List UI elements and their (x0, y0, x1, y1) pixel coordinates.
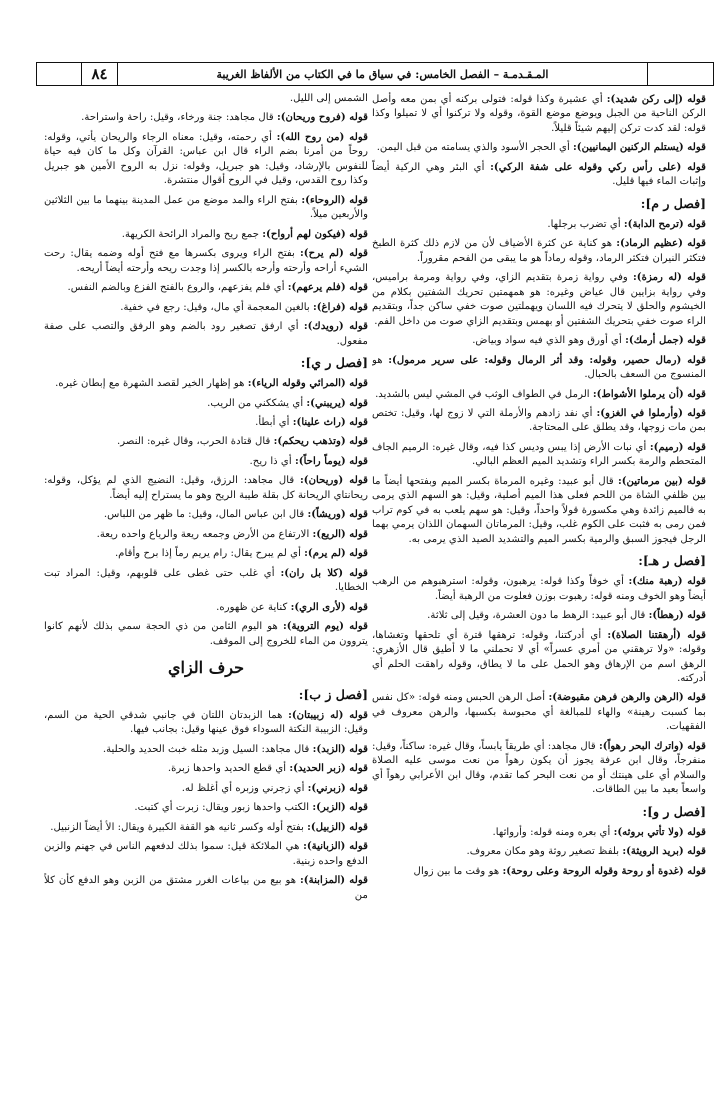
entry-text: أي ذا ريح. (249, 455, 295, 467)
entry-headword: قوله (له زبيبتان): (288, 708, 368, 721)
entry-text: وفي رواية زمرة بتقديم الزاي، وفي رواية ومرمة براميس، وفي رواية بزايين قال عياض وغيره: هو همهمتين تحريك الشفتين بكلام من الخيشوم والحلق لا يتحرك فيه اللسان ويهملتين صوت خفي ساكن جداً، وبتقديم الراء صوت خفي بتحريك الشفتين أو بهمس وبتقديم الزاي صوت من داخل الفم. (372, 272, 706, 327)
entry-headword: قوله (رويدك): (303, 320, 368, 333)
right-text-column (372, 92, 706, 1104)
entry-headword: قوله (الزبر): (312, 801, 368, 814)
entry-paragraph (44, 130, 368, 189)
page-number: ٨٤ (81, 63, 117, 85)
entry-headword: قوله (الرهن والرهن فرهن مقبوضة): (548, 691, 706, 704)
entry-headword: قوله (الزبيل): (307, 820, 368, 833)
entry-headword: قوله (فراغ): (312, 300, 368, 313)
entry-paragraph (372, 608, 706, 623)
entry-text: كناية عن ظهوره. (216, 601, 291, 613)
entry-headword: قوله (أرهقتنا الصلاة): (607, 628, 706, 641)
running-title: المـقـدمـة – الفصل الخامس: في سياق ما في الكتاب من الألفاظ الغريبة (117, 63, 647, 85)
entry-text: أي أورق وهو الذي فيه سواد وبياض. (472, 335, 626, 347)
entry-headword: قوله (له رمزة): (633, 271, 706, 284)
entry-headword: قوله (فيكون لهم أرواح): (262, 227, 368, 240)
entry-paragraph (372, 160, 706, 190)
entry-headword: قوله (عظيم الرماد): (616, 237, 706, 250)
entry-text: أي خوفاً وكذا قوله: يرهبون، وقوله: استرهبوهم من الرهب أيضاً وهو الخوف ومنه قوله: رهبوت بوزن فعلوت من الرهبة أيضاً. (372, 576, 706, 602)
entry-text: أصل الرهن الحبس ومنه قوله: «كل نفس بما كسبت رهينة» والهاء للمبالغة أي محبوسة بكسبها، والرهن معروف في الفقهيات. (372, 692, 706, 733)
entry-paragraph (44, 415, 368, 430)
entry-paragraph (372, 140, 706, 155)
section-heading: [فصل ز ب]: (298, 687, 368, 702)
section-heading: [فصل ر ي]: (300, 355, 368, 371)
entry-text: هو وقت ما بين زوال (413, 865, 503, 877)
entry-text: أي غلب حتى غطى على قلوبهم، وقيل: المراد تبت الخطايا. (44, 567, 368, 594)
entry-headword: قوله (وريشاً): (307, 508, 368, 521)
entry-text: بفتح الراء ويروى بكسرها مع فتح أوله وضمه يقال: رحت الشيء أراحه وأرحته وأرحه بالكسر إذا وجدت ريحه وأرحته أيضاً أريحه. (44, 248, 368, 274)
entry-paragraph (372, 739, 706, 798)
entry-text: قال مجاهد: السيل وزبد مثله خبث الحديد والحلية. (102, 743, 313, 755)
entry-paragraph (44, 473, 368, 503)
header-empty-cell (647, 63, 713, 85)
entry-text: هما الزبدتان اللتان في جانبي شدقي الحية من السم، وقيل: الزبيبة النكتة السوداء فوق عينها وقيل: بجانب فيها. (44, 709, 368, 736)
entry-paragraph (44, 566, 368, 596)
entry-text: أي نفد زادهم والأرملة التي لا زوج لها، وقيل: تختص بمن مات زوجها، وقد يطلق على المحتاجة. (372, 407, 706, 434)
entry-text: الشمس إلى الليل. (289, 93, 368, 104)
entry-paragraph (44, 319, 368, 349)
entry-headword: قوله (غدوة أو روحة وقوله الروحة وعلى روحة): (502, 864, 706, 877)
entry-headword: قوله (فروح وريحان): (276, 111, 368, 124)
entry-paragraph (44, 708, 368, 738)
entry-headword: قوله (رمال حصير، وقوله: وقد أثر الرمال وقوله: على سرير مرمول): (388, 353, 706, 366)
entry-paragraph (44, 781, 368, 796)
entry-headword: قوله (المرائي وقوله الرياء): (247, 377, 368, 390)
section-heading: [فصل ر م]: (640, 195, 706, 211)
entry-headword: قوله (يوم التروية): (282, 620, 368, 633)
entry-headword: قوله (رهطاً): (648, 609, 706, 622)
entry-headword: قوله (جمل أرمك): (625, 334, 706, 347)
entry-paragraph (372, 333, 706, 348)
entry-text: قال أبو عبيد: وغيره المرماة بكسر الميم وبفتحها أيضاً ما بين ظلفي الشاة من اللحم فعلى هذا الميم أصلية، وقيل: هو السهم الذي يرمى به فالميم زائدة وهي مكسورة قولاً واحداً، وقيل: هو سهم يلعب به في كوم تراب فمن رمى به فثبت على الكوم غلب، وقيل: المرماتان السهمان اللذان يرمي بهما الرجل فيجوز السبق والرمية بكسر الميم والتشديد الصيد الذي يرمى به. (372, 475, 706, 545)
entry-paragraph (372, 387, 706, 402)
entry-paragraph (44, 742, 368, 757)
entry-paragraph (44, 193, 368, 223)
entry-paragraph (44, 507, 368, 522)
entry-paragraph (44, 820, 368, 835)
entry-paragraph (44, 546, 368, 561)
entry-headword: قوله (لم يرم): (304, 547, 368, 560)
entry-text: هو كناية عن كثرة الأضياف لأن من لازم ذلك كثرة الطبخ فتكثر النيران فتكثر الرماد، وقوله رماداً هو ما يبقى من الفحم مقروراً. (372, 238, 706, 264)
entry-headword: قوله (رميم): (649, 440, 706, 453)
entry-headword: قوله (الروحاء): (301, 193, 368, 206)
entry-headword: قوله (أن يرملوا الأشواط): (592, 387, 706, 400)
entry-headword: قوله (لم يرح): (300, 247, 368, 260)
entry-text: جمع ريح والمراد الرائحة الكريهة. (121, 228, 263, 240)
entry-headword: قوله (على رأس ركي وقوله على شفة الركي): (490, 160, 706, 173)
entry-text: أي لم يبرح يقال: رام يريم رماً إذا برح وأقام. (114, 548, 305, 560)
entry-headword: قوله (لأرى الري): (290, 600, 368, 613)
entry-paragraph (372, 574, 706, 604)
entry-headword: قوله (يستلم الركنين اليمانيين): (573, 141, 706, 154)
entry-headword: قوله (زبرني): (307, 781, 368, 794)
section-heading: [فصل ر و]: (642, 803, 706, 819)
entry-headword: قوله (الزبانية): (303, 840, 368, 853)
entry-paragraph (372, 440, 706, 470)
entry-paragraph (44, 454, 368, 469)
entry-paragraph (372, 406, 706, 436)
entry-text: الكتب واحدها زبور ويقال: زبرت أي كتبت. (134, 802, 313, 814)
entry-paragraph (372, 270, 706, 329)
entry-text: قال أبو عبيد: الرهط ما دون العشرة، وقيل إلى ثلاثة. (427, 610, 649, 622)
entry-headword: قوله (الريع): (312, 527, 368, 540)
entry-headword: قوله (راث علينا): (292, 415, 368, 428)
entry-headword: قوله (من روح الله): (276, 130, 368, 143)
entry-text: الارتفاع من الأرض وجمعه ريعة والرياع واحده ريعة. (96, 528, 313, 540)
entry-text: هو المنسوج من السعف بالحبال. (372, 354, 706, 381)
entry-paragraph (44, 619, 368, 649)
entry-paragraph (44, 376, 368, 391)
entry-paragraph (44, 246, 368, 276)
entry-paragraph (44, 800, 368, 815)
entry-headword: قوله (رهبة منك): (628, 575, 706, 588)
entry-text: قال مجاهد: الرزق، وقيل: النضيج الذي لم يؤكل، وقوله: ريحانتاي الريحانة كل بقلة طيبة الريح وهو ما يستراح إليه أيضاً. (44, 475, 368, 501)
entry-paragraph (44, 300, 368, 315)
entry-headword: قوله (إلى ركن شديد): (606, 93, 706, 105)
section-heading: [فصل ر هـ]: (638, 553, 706, 569)
entry-paragraph (44, 527, 368, 542)
entry-text: أي أبطأ. (255, 416, 293, 428)
entry-headword: قوله (الزبد): (312, 742, 368, 755)
entry-text: قال قتادة الحرب، وقال غيره: النصر. (117, 436, 274, 448)
entry-text: بفتح الراء والمد موضع من عمل المدينة بينهما ما بين الثلاثين والأربعين ميلاً. (44, 194, 368, 221)
entry-text: أي نبات الأرض إذا يبس وديس كذا فيه، وقال غيره: الرميم الجاف المتحطم والرمة بكسر الراء وتشديد الميم العظم البالي. (372, 441, 706, 468)
entry-text: أي فلم يفزعهم، والروع بالفتح الفزع وبالضم النفس. (67, 282, 288, 294)
entry-text: بالغين المعجمة أي مال، وقيل: رجع في خفية. (120, 301, 313, 313)
entry-paragraph (44, 761, 368, 776)
entry-paragraph (372, 864, 706, 879)
entry-headword: قوله (يوماً راحاً): (294, 454, 368, 467)
entry-text: قال مجاهد: جنة ورخاء، وقيل: راحة واستراحة. (81, 112, 277, 124)
entry-paragraph (44, 873, 368, 903)
entry-text: أي رحمته، وقيل: معناه الرجاء والريحان يأتي، وقوله: روحاً من أمرنا بضم الراء قال ابن عباس: القرآن وكل ما كان فيه حياة للنفوس بالإرشاد، وقيل: هو جبريل، وقوله: نزل به الروح الأمين هو جبريل وكذا روح القدس، وقيل في الروح أقوال منتشرة. (44, 131, 368, 187)
left-text-column (44, 92, 368, 1104)
entry-paragraph (372, 690, 706, 734)
entry-text: أي زجرني وزبره أي أغلظ له. (181, 782, 308, 794)
entry-headword: قوله (بين مرماتين): (617, 474, 706, 487)
entry-paragraph (372, 474, 706, 547)
entry-paragraph (372, 92, 706, 136)
chapter-heading: حرف الزاي (168, 658, 244, 678)
entry-paragraph (372, 844, 706, 859)
entry-text: هو اليوم الثامن من ذي الحجة سمي بذلك لأنهم كانوا يتروون من الماء للخروج إلى الموقف. (44, 621, 368, 647)
entry-headword: قوله (وأرملوا في الغزو): (596, 406, 706, 419)
entry-headword: قوله (ولا تأتي بروثه): (613, 825, 706, 838)
entry-headword: قوله (واترك البحر رهواً): (598, 739, 706, 752)
entry-paragraph (44, 600, 368, 615)
entry-text: قال مجاهد: أي طريقاً يابساً، وقال غيره: ساكناً، وقيل: منفرجاً، وقال ابن عرفة يجوز أن يكون رهواً من نعت موسى عليه الصلاة والسلام أي على هينتك أو من نعت البحر كما تقدم، وقال ابن الأعرابي رهواً أي واسعاً بعيد ما بين الطاقات. (372, 740, 706, 796)
entry-paragraph (44, 227, 368, 242)
header-empty-cell (37, 63, 81, 85)
entry-paragraph (44, 434, 368, 449)
entry-paragraph (44, 92, 368, 106)
entry-text: أي الحجر الأسود والذي يسامته من قبل اليمن. (376, 142, 574, 154)
entry-headword: قوله (زبر الحديد): (289, 762, 368, 775)
entry-text: أي عشيرة وكذا قوله: فتولى بركنه أي بمن معه وأصل الركن الناحية من الجبل ويوضع موضع القوة، وقوله ولا تركنوا أي لا تميلوا وكذا قوله: لقد كدت تركن إليهم شيئاً قليلاً. (372, 94, 706, 134)
entry-headword: قوله (المزابنة): (300, 874, 368, 887)
page-header (36, 62, 714, 86)
entry-text: الرمل في الطواف الوثب في المشي ليس بالشديد. (375, 388, 593, 400)
entry-paragraph (44, 280, 368, 295)
entry-headword: قوله (يريبني): (306, 396, 368, 409)
entry-text: أي بعره ومنه قوله: وأرواثها. (492, 826, 614, 838)
entry-paragraph (372, 217, 706, 232)
entry-text: هو إظهار الخير لقصد الشهرة مع إبطان غيره. (55, 378, 248, 390)
entry-headword: قوله (بريد الرويثة): (622, 845, 706, 858)
entry-headword: قوله (كلا بل ران): (280, 566, 368, 579)
entry-headword: قوله (ترمح الدابة): (623, 217, 706, 230)
entry-paragraph (44, 396, 368, 411)
entry-text: أي تضرب برجلها. (547, 218, 624, 230)
entry-text: أي أدركتنا، وقوله: ترهقها قترة أي تلحقها وتغشاها، وقوله: «ولا ترهقني من أمري عسراً» أي لا تحملني ما لا أطيق قال الأزهري: الرهق اسم من الإرهاق وهو الحمل على ما لا يطاق، وقوله راهقت الحلم أي أدركته. (372, 629, 706, 684)
entry-text: أي ارفق تصغير رود بالضم وهو الرفق والتصب على صفة مفعول. (44, 321, 368, 347)
entry-headword: قوله (فلم يرعهم): (287, 281, 368, 294)
entry-headword: قوله (وتذهب ريحكم): (273, 435, 368, 448)
entry-paragraph (44, 839, 368, 869)
entry-paragraph (372, 353, 706, 383)
entry-text: هي الملائكة قيل: سموا بذلك لدفعهم الناس في جهنم والزبن الدفع واحده زبنية. (44, 841, 368, 867)
entry-text: أي يشككني من الريب. (207, 397, 307, 409)
entry-text: بفتح أوله وكسر ثانيه هو القفة الكبيرة ويقال: الأ أيضاً الزنبيل. (50, 821, 308, 833)
entry-paragraph (372, 825, 706, 840)
entry-text: قال ابن عباس المال، وقيل: ما ظهر من اللباس. (103, 509, 308, 521)
entry-text: أي قطع الحديد واحدها زبرة. (167, 763, 290, 775)
entry-paragraph (44, 110, 368, 125)
entry-text: بلفظ تصغير روثة وهو مكان معروف. (466, 846, 623, 858)
entry-paragraph (372, 236, 706, 266)
entry-headword: قوله (وريحان): (299, 474, 368, 487)
entry-text: أي البئر وهي الركية أيضاً وإثبات الماء فيها قليل. (372, 161, 706, 188)
entry-paragraph (372, 628, 706, 687)
entry-text: هو بيع من بياعات الغرر مشتق من الزبن وهو الدفع كأن كلاً من (44, 875, 368, 901)
